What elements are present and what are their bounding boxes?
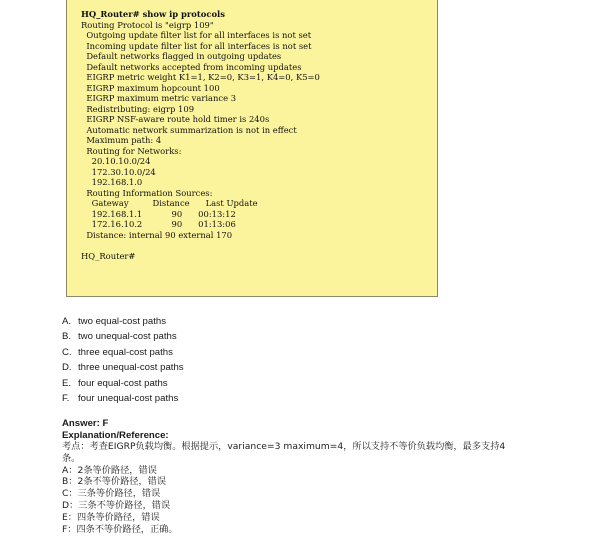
terminal-line: Incoming update filter list for all interfaces is not set bbox=[81, 40, 312, 51]
explanation-line: E：四条等价路径，错误 bbox=[62, 511, 160, 523]
terminal-line: Distance: internal 90 external 170 bbox=[81, 229, 233, 240]
explanation-line: 条。 bbox=[62, 452, 81, 464]
terminal-line: Gateway Distance Last Update bbox=[81, 198, 258, 208]
terminal-line: EIGRP maximum hopcount 100 bbox=[81, 82, 220, 93]
explanation-line: F：四条不等价路径，正确。 bbox=[62, 523, 178, 535]
option-letter: D. bbox=[62, 362, 72, 374]
option-text: two equal-cost paths bbox=[78, 316, 166, 327]
terminal-line: Default networks flagged in outgoing updates bbox=[81, 51, 282, 61]
explanation-line: C：三条等价路径，错误 bbox=[62, 488, 161, 500]
terminal-line bbox=[81, 240, 437, 251]
terminal-line: HQ_Router# show ip protocols bbox=[81, 9, 225, 19]
terminal-line: EIGRP maximum metric variance 3 bbox=[81, 93, 237, 103]
option-text: four unequal-cost paths bbox=[78, 393, 179, 405]
answer-section bbox=[62, 418, 562, 535]
option-letter: B. bbox=[62, 331, 72, 343]
terminal-line: Default networks accepted from incoming updates bbox=[81, 61, 302, 72]
terminal-line: Maximum path: 4 bbox=[81, 135, 162, 145]
explanation-line: B：2条不等价路径，错误 bbox=[62, 476, 167, 488]
terminal-line: Routing Protocol is "eigrp 109" bbox=[81, 19, 214, 30]
explanation-text bbox=[62, 441, 562, 535]
option-e bbox=[62, 376, 184, 391]
option-a bbox=[62, 314, 184, 329]
terminal-line: Outgoing update filter list for all interfaces is not set bbox=[81, 30, 312, 40]
option-b bbox=[62, 329, 184, 344]
terminal-output bbox=[66, 0, 438, 297]
option-c bbox=[62, 345, 184, 360]
terminal-line: Redistributing: eigrp 109 bbox=[81, 103, 195, 114]
explanation-line: A：2条等价路径，错误 bbox=[62, 464, 157, 476]
option-f bbox=[62, 391, 184, 406]
terminal-line: 20.10.10.0/24 bbox=[81, 156, 151, 166]
option-letter: C. bbox=[62, 346, 72, 358]
answer-options bbox=[62, 314, 184, 406]
option-text: four equal-cost paths bbox=[78, 377, 168, 389]
terminal-line: 172.16.10.2 90 01:13:06 bbox=[81, 219, 236, 229]
terminal-line: 192.168.1.0 bbox=[81, 177, 143, 187]
terminal-line: Routing Information Sources: bbox=[81, 187, 213, 198]
terminal-line: EIGRP NSF-aware route hold timer is 240s bbox=[81, 114, 270, 124]
option-letter: F. bbox=[62, 393, 70, 405]
answer-label: Answer: F bbox=[62, 418, 109, 429]
terminal-line: 172.30.10.0/24 bbox=[81, 166, 156, 177]
terminal-line: 192.168.1.1 90 00:13:12 bbox=[81, 208, 236, 219]
terminal-line: EIGRP metric weight K1=1, K2=0, K3=1, K4=0, K5=0 bbox=[81, 72, 320, 82]
option-text: two unequal-cost paths bbox=[78, 331, 177, 343]
option-letter: E. bbox=[62, 377, 72, 389]
terminal-line: HQ_Router# bbox=[81, 250, 136, 261]
explanation-label: Explanation/Reference: bbox=[62, 429, 169, 441]
option-text: three equal-cost paths bbox=[78, 346, 173, 358]
option-text: three unequal-cost paths bbox=[78, 362, 184, 374]
explanation-line: D：三条不等价路径，错误 bbox=[62, 499, 171, 511]
option-letter: A. bbox=[62, 316, 72, 327]
option-d bbox=[62, 360, 184, 375]
terminal-line: Routing for Networks: bbox=[81, 145, 182, 156]
terminal-line: Automatic network summarization is not in effect bbox=[81, 124, 297, 135]
explanation-line: 考点：考查EIGRP负载均衡。根据提示，variance=3 maximum=4，所以支持不等价负载均衡，最多支持4 bbox=[62, 441, 506, 452]
